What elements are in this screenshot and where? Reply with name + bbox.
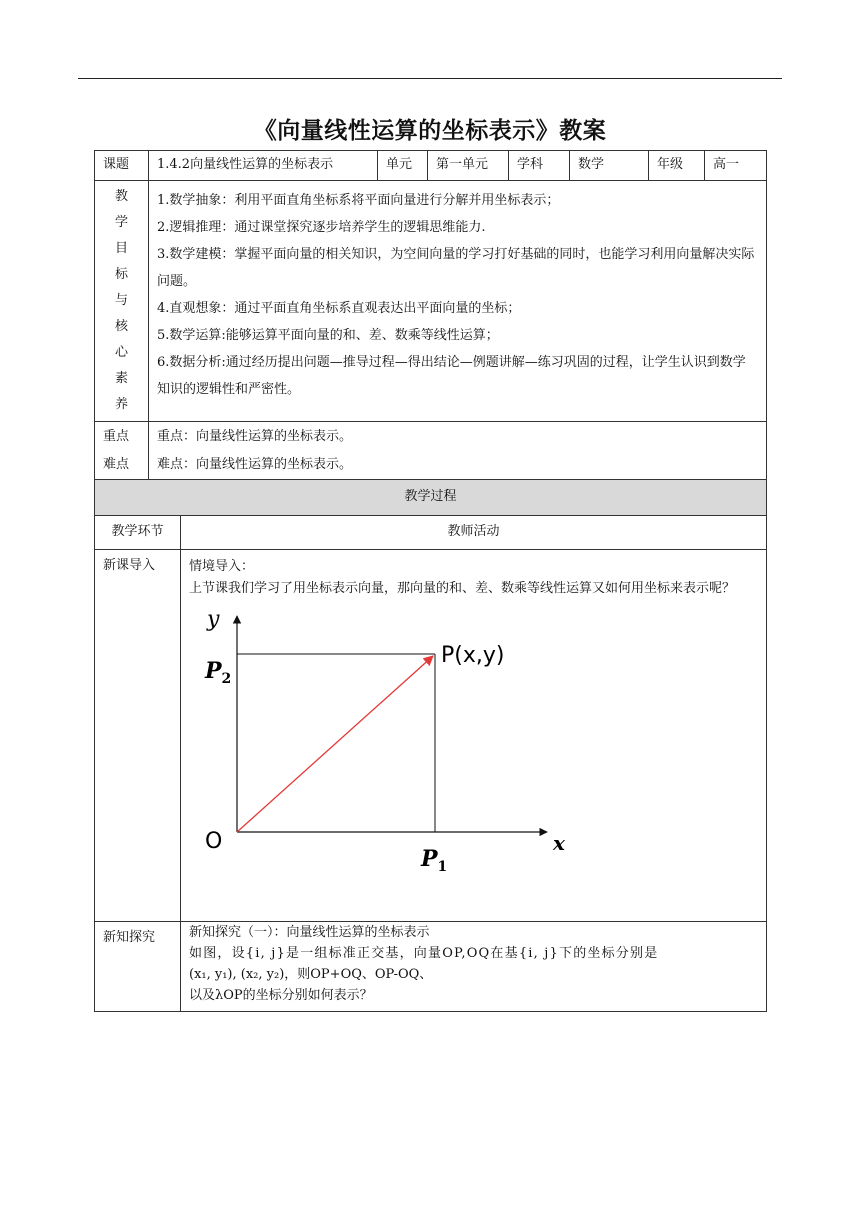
key-points-row: [95, 422, 767, 480]
explore-line-2: (x₁, y₁), (x₂, y₂)，则OP+OQ、OP-OQ、: [189, 967, 433, 982]
explore-row: [95, 922, 767, 1012]
difficulty-text: 难点：向量线性运算的坐标表示。: [157, 456, 353, 472]
objective-item: 3.数学建模：掌握平面向量的相关知识，为空间向量的学习打好基础的同时，也能学习利用向量解决实际问题。: [157, 247, 755, 289]
explore-content: [181, 922, 767, 1012]
intro-title: 情境导入：: [189, 559, 255, 574]
intro-row: [95, 550, 767, 922]
point-p-label: P(x,y): [441, 643, 505, 668]
x-axis-label: x: [553, 831, 565, 855]
intro-content: [181, 550, 767, 922]
teaching-process-table: [94, 479, 767, 1012]
objective-item: 4.直观想象：通过平面直角坐标系直观表达出平面向量的坐标；: [157, 301, 521, 316]
explore-line-3: 以及λOP的坐标分别如何表示？: [189, 988, 373, 1003]
intro-stage: 新课导入: [95, 550, 181, 922]
subject-label: 学科: [509, 151, 570, 181]
activity-column-header: 教师活动: [181, 516, 767, 550]
p1-label: $P_1$: [421, 846, 448, 875]
key-points-label: 重点 难点: [95, 422, 149, 480]
intro-text: 上节课我们学习了用坐标表示向量，那向量的和、差、数乘等线性运算又如何用坐标来表示呢？: [189, 581, 736, 596]
objectives-row: [95, 181, 767, 422]
key-points-content: [149, 422, 767, 480]
unit-label: 单元: [378, 151, 428, 181]
lesson-info-table: [94, 150, 767, 480]
explore-stage: 新知探究: [95, 922, 181, 1012]
header-rule: [78, 78, 782, 79]
lesson-header-row: [95, 151, 767, 181]
subject-value: 数学: [570, 151, 649, 181]
origin-label: O: [205, 829, 223, 854]
grade-label: 年级: [649, 151, 705, 181]
unit-value: 第一单元: [428, 151, 509, 181]
process-heading: 教学过程: [95, 480, 767, 516]
objective-item: 1.数学抽象：利用平面直角坐标系将平面向量进行分解并用坐标表示；: [157, 193, 560, 208]
explore-title: 新知探究（一）：向量线性运算的坐标表示: [189, 925, 430, 940]
explore-line-1: 如图，设{i, j}是一组标准正交基，向量OP,OQ在基{i, j}下的坐标分别是: [189, 946, 659, 961]
objectives-label: 教 学 目 标 与 核 心 素 养: [95, 181, 149, 422]
objectives-content: [149, 181, 767, 422]
grade-value: 高一: [705, 151, 767, 181]
p2-label: $P_2$: [205, 658, 232, 687]
y-axis-label: y: [207, 607, 220, 632]
stage-column-header: 教学环节: [95, 516, 181, 550]
lesson-label: 课题: [95, 151, 149, 181]
focus-text: 重点：向量线性运算的坐标表示。: [157, 428, 353, 444]
lesson-value: 1.4.2向量线性运算的坐标表示: [149, 151, 378, 181]
coordinate-figure: [189, 604, 589, 875]
objective-item: 6.数据分析:通过经历提出问题—推导过程—得出结论—例题讲解—练习巩固的过程，让学生认识到数学知识的逻辑性和严密性。: [157, 355, 746, 397]
vector-op-arrow: [237, 656, 433, 832]
document-title: 《向量线性运算的坐标表示》教案: [253, 118, 607, 144]
objective-item: 5.数学运算:能够运算平面向量的和、差、数乘等线性运算；: [157, 328, 499, 343]
process-heading-row: [95, 480, 767, 516]
process-columns-row: [95, 516, 767, 550]
objective-item: 2.逻辑推理：通过课堂探究逐步培养学生的逻辑思维能力.: [157, 220, 486, 235]
